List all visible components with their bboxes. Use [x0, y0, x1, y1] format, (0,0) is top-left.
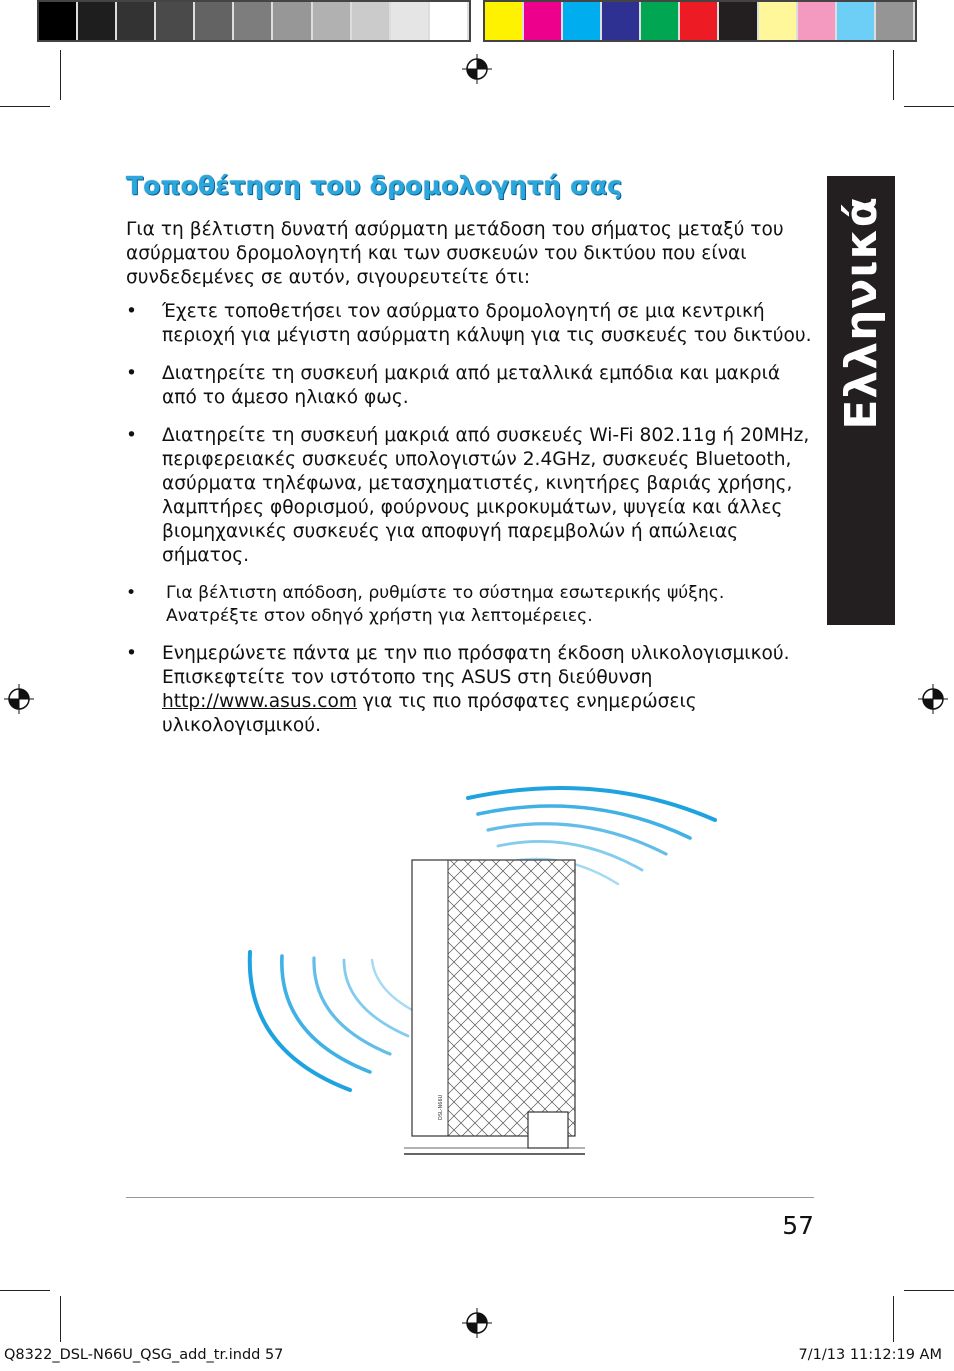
list-item — [126, 300, 816, 348]
color-swatch — [759, 2, 798, 40]
bullet-icon: • — [126, 425, 137, 446]
language-tab-label: Ελληνικά — [835, 196, 887, 430]
crop-mark — [60, 50, 61, 100]
router-model-label: DSL-N66U — [438, 1094, 444, 1120]
crop-mark — [893, 50, 894, 100]
color-swatch — [485, 2, 524, 40]
bullet-icon: • — [126, 643, 137, 664]
color-swatch — [524, 2, 563, 40]
placement-tips-list — [126, 300, 816, 752]
color-swatch — [391, 2, 430, 40]
color-swatch — [430, 2, 469, 40]
color-swatch — [156, 2, 195, 40]
grayscale-color-bar — [37, 0, 471, 42]
list-item — [126, 362, 816, 410]
crop-mark — [0, 106, 50, 107]
color-swatch — [837, 2, 876, 40]
process-color-bar — [483, 0, 917, 42]
registration-mark-icon — [462, 54, 492, 84]
bullet-icon: • — [126, 583, 137, 603]
color-swatch — [680, 2, 719, 40]
registration-mark-icon — [4, 684, 34, 714]
bullet-icon: • — [126, 363, 137, 384]
crop-mark — [60, 1296, 61, 1342]
wifi-waves-left-icon — [250, 952, 424, 1090]
timestamp: 7/1/13 11:12:19 AM — [798, 1347, 942, 1363]
crop-mark — [904, 106, 954, 107]
color-swatch — [78, 2, 117, 40]
color-swatch — [641, 2, 680, 40]
color-swatch — [273, 2, 312, 40]
color-swatch — [195, 2, 234, 40]
crop-mark — [904, 1290, 954, 1291]
language-tab — [827, 176, 895, 625]
crop-mark — [893, 1296, 894, 1342]
color-swatch — [563, 2, 602, 40]
tip-text: Ενημερώνετε πάντα με την πιο πρόσφατη έκδοση υλικολογισμικού. Επισκεφτείτε τον ιστότοπο της ASUS στη διεύθυνση — [162, 643, 790, 688]
router-illustration — [230, 780, 730, 1160]
registration-mark-icon — [462, 1308, 492, 1338]
crop-mark — [0, 1290, 50, 1291]
tip-text: για τις πιο πρόσφατες ενημερώσεις υλικολογισμικού. — [162, 691, 697, 736]
asus-website-link[interactable]: http://www.asus.com — [162, 691, 357, 712]
color-swatch — [719, 2, 758, 40]
color-swatch — [234, 2, 273, 40]
tip-text: Διατηρείτε τη συσκευή μακριά από μεταλλικά εμπόδια και μακριά από το άμεσο ηλιακό φως. — [162, 363, 781, 408]
color-swatch — [352, 2, 391, 40]
color-swatch — [117, 2, 156, 40]
color-swatch — [876, 2, 915, 40]
file-info: Q8322_DSL-N66U_QSG_add_tr.indd 57 — [4, 1347, 284, 1363]
color-swatch — [602, 2, 641, 40]
list-item — [126, 642, 816, 738]
color-swatch — [39, 2, 78, 40]
list-item — [126, 424, 816, 568]
color-swatch — [313, 2, 352, 40]
tip-text: Διατηρείτε τη συσκευή μακριά από συσκευές Wi-Fi 802.11g ή 20MHz, περιφερειακές συσκευές υπολογιστών 2.4GHz, συσκευές Bluetooth, ασύρματα τηλέφωνα, μετασχηματιστές, κινητήρες βαριάς χρήσης, λαμπτήρες φθορισμού, φούρνους μικροκυμάτων, ψυγεία και άλλες βιομηχανικές συσκευές για αποφυγή παρεμβολών ή απώλειας σήματος. — [162, 425, 810, 566]
tip-text: Έχετε τοποθετήσει τον ασύρματο δρομολογητή σε μια κεντρική περιοχή για μέγιστη ασύρματη κάλυψη για τις συσκευές του δικτύου. — [162, 301, 812, 346]
list-item — [126, 582, 816, 628]
tip-text: Για βέλτιστη απόδοση, ρυθμίστε το σύστημα εσωτερικής ψύξης. Ανατρέξτε στον οδηγό χρήστη για λεπτομέρειες. — [166, 583, 725, 626]
footer-divider — [126, 1197, 814, 1198]
page-number: 57 — [782, 1211, 814, 1240]
registration-mark-icon — [918, 684, 948, 714]
intro-paragraph: Για τη βέλτιστη δυνατή ασύρματη μετάδοση του σήματος μεταξύ του ασύρματου δρομολογητή και των συσκευών του δικτύου που είναι συνδεδεμένες σε αυτόν, σιγουρευτείτε ότι: — [126, 219, 784, 288]
color-swatch — [798, 2, 837, 40]
page-title: Τοποθέτηση του δρομολογητή σας — [126, 171, 623, 200]
bullet-icon: • — [126, 301, 137, 322]
